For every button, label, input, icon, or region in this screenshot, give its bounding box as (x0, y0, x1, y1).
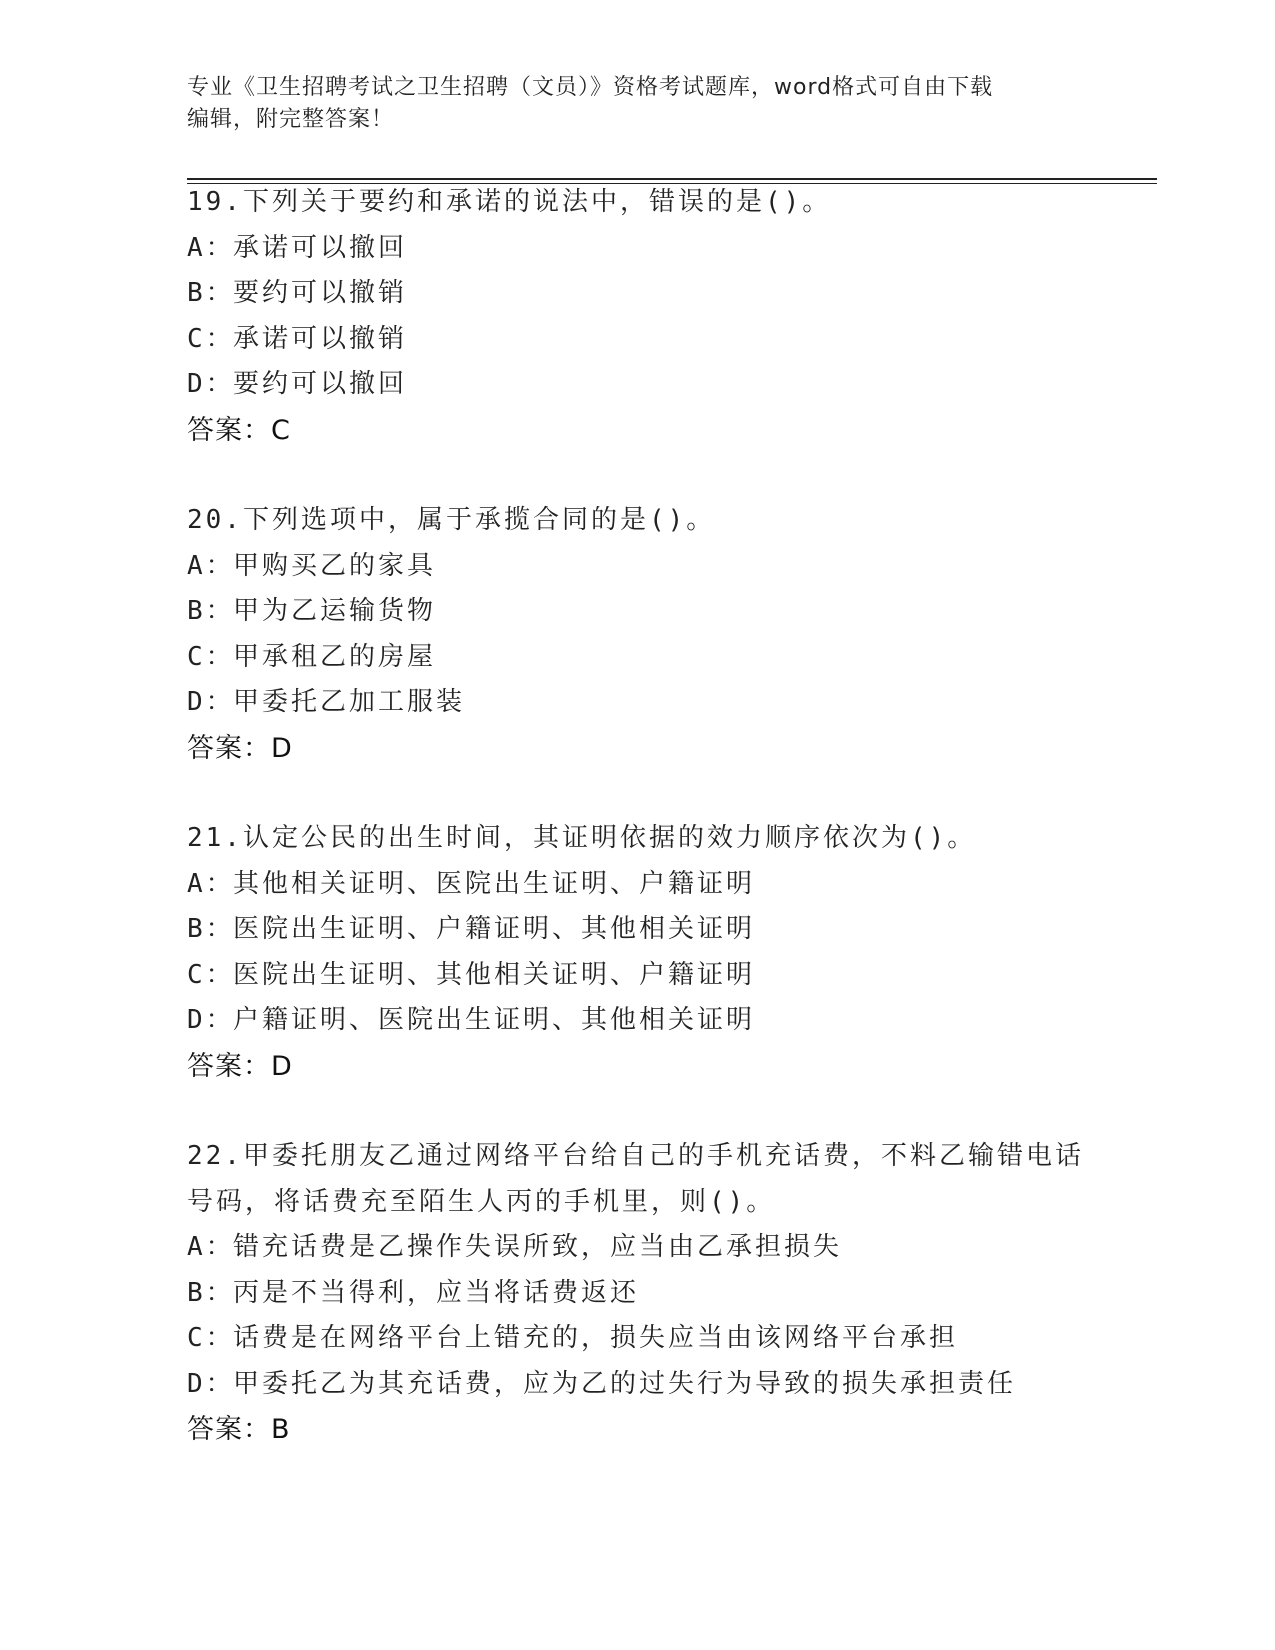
option-text: 其他相关证明、医院出生证明、户籍证明 (233, 868, 756, 899)
option-a (187, 862, 1087, 908)
option-key: B： (187, 278, 235, 308)
option-text: 要约可以撤销 (233, 278, 408, 308)
option-b (187, 589, 1087, 635)
option-text: 承诺可以撤回 (233, 232, 408, 263)
option-text: 医院出生证明、户籍证明、其他相关证明 (233, 914, 756, 944)
option-text: 要约可以撤回 (233, 369, 408, 399)
question-stem-line-1: 22.甲委托朋友乙通过网络平台给自己的手机充话费，不料乙输错电话 (187, 1141, 1084, 1171)
question-20 (187, 498, 1087, 771)
option-d (187, 362, 1087, 408)
option-d (187, 680, 1087, 726)
option-c (187, 635, 1087, 681)
option-key: B： (187, 596, 235, 626)
option-b (187, 907, 1087, 953)
answer: 答案：B (187, 1414, 291, 1445)
option-text: 甲委托乙为其充话费，应为乙的过失行为导致的损失承担责任 (233, 1368, 1017, 1399)
option-c (187, 1316, 1087, 1362)
option-text: 错充话费是乙操作失误所致，应当由乙承担损失 (233, 1232, 843, 1262)
answer: 答案：C (187, 414, 291, 446)
question-19 (187, 180, 1087, 453)
option-key: C： (187, 323, 235, 354)
question-stem: 20.下列选项中，属于承揽合同的是()。 (187, 505, 716, 535)
option-b (187, 1271, 1087, 1317)
option-text: 话费是在网络平台上错充的，损失应当由该网络平台承担 (233, 1323, 959, 1353)
question-21 (187, 816, 1087, 1089)
document-header (187, 72, 1087, 136)
option-key: A： (187, 1232, 235, 1262)
option-c (187, 953, 1087, 999)
option-key: D： (187, 1005, 235, 1035)
option-a (187, 544, 1087, 590)
option-text: 甲为乙运输货物 (233, 596, 437, 626)
option-key: C： (187, 641, 235, 672)
question-stem: 19.下列关于要约和承诺的说法中，错误的是()。 (187, 187, 832, 217)
question-22 (187, 1134, 1087, 1453)
option-text: 甲购买乙的家具 (233, 550, 437, 581)
option-key: B： (187, 1277, 235, 1308)
option-key: A： (187, 550, 235, 581)
option-d (187, 1362, 1087, 1408)
question-stem: 21.认定公民的出生时间，其证明依据的效力顺序依次为()。 (187, 823, 977, 853)
option-a (187, 226, 1087, 272)
option-b (187, 271, 1087, 317)
header-line-1: 专业《卫生招聘考试之卫生招聘（文员）》资格考试题库，word格式可自由下载 (187, 75, 994, 100)
option-key: C： (187, 1323, 235, 1353)
option-text: 医院出生证明、其他相关证明、户籍证明 (233, 959, 756, 990)
option-text: 户籍证明、医院出生证明、其他相关证明 (233, 1005, 756, 1035)
option-key: A： (187, 868, 235, 899)
option-key: D： (187, 687, 235, 717)
header-line-2: 编辑，附完整答案！ (187, 107, 395, 132)
option-key: B： (187, 914, 235, 944)
option-text: 甲承租乙的房屋 (233, 641, 437, 672)
option-a (187, 1225, 1087, 1271)
option-key: A： (187, 232, 235, 263)
answer: 答案：D (187, 732, 293, 764)
option-text: 承诺可以撤销 (233, 323, 408, 354)
question-stem-line-2: 号码，将话费充至陌生人丙的手机里，则()。 (187, 1186, 776, 1217)
option-c (187, 317, 1087, 363)
answer: 答案：D (187, 1050, 293, 1082)
option-d (187, 998, 1087, 1044)
option-text: 丙是不当得利，应当将话费返还 (233, 1277, 640, 1308)
option-key: D： (187, 369, 235, 399)
option-text: 甲委托乙加工服装 (233, 687, 466, 717)
option-key: C： (187, 959, 235, 990)
option-key: D： (187, 1368, 235, 1399)
